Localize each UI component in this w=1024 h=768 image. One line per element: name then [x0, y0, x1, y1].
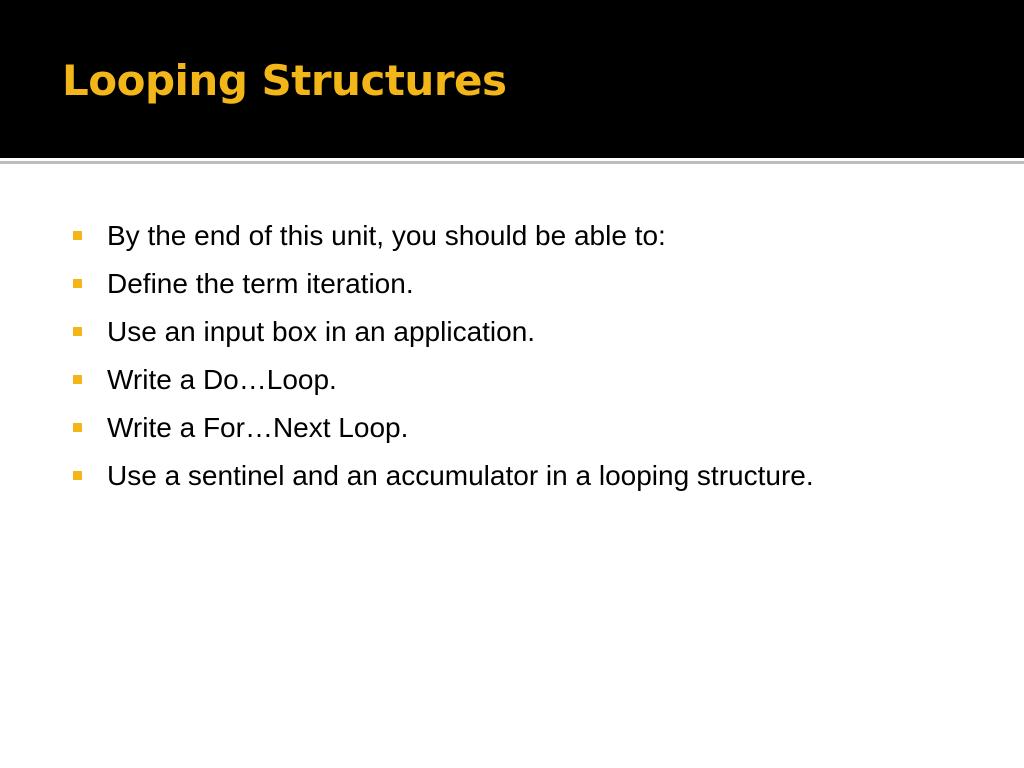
bullet-item: [0, 260, 897, 308]
bullet-text: Use a sentinel and an accumulator in a looping structure.: [107, 460, 814, 491]
bullet-text: Write a Do…Loop.: [107, 364, 337, 395]
bullet-item: [0, 308, 897, 356]
bullet-list: [0, 212, 1024, 500]
title-bar: [0, 0, 1024, 158]
bullet-text: Define the term iteration.: [107, 268, 414, 299]
square-bullet-icon: [73, 327, 82, 336]
title-divider: [0, 158, 1024, 166]
bullet-text: Use an input box in an application.: [107, 316, 536, 347]
bullet-item: [0, 452, 897, 500]
bullet-item: [0, 404, 897, 452]
bullet-text: By the end of this unit, you should be able to:: [107, 220, 666, 251]
square-bullet-icon: [73, 471, 82, 480]
square-bullet-icon: [73, 423, 82, 432]
bullet-item: [0, 212, 897, 260]
bullet-item: [0, 356, 897, 404]
square-bullet-icon: [73, 279, 82, 288]
slide-title: Looping Structures: [62, 56, 507, 105]
square-bullet-icon: [73, 375, 82, 384]
square-bullet-icon: [73, 231, 82, 240]
bullet-text: Write a For…Next Loop.: [107, 412, 409, 443]
